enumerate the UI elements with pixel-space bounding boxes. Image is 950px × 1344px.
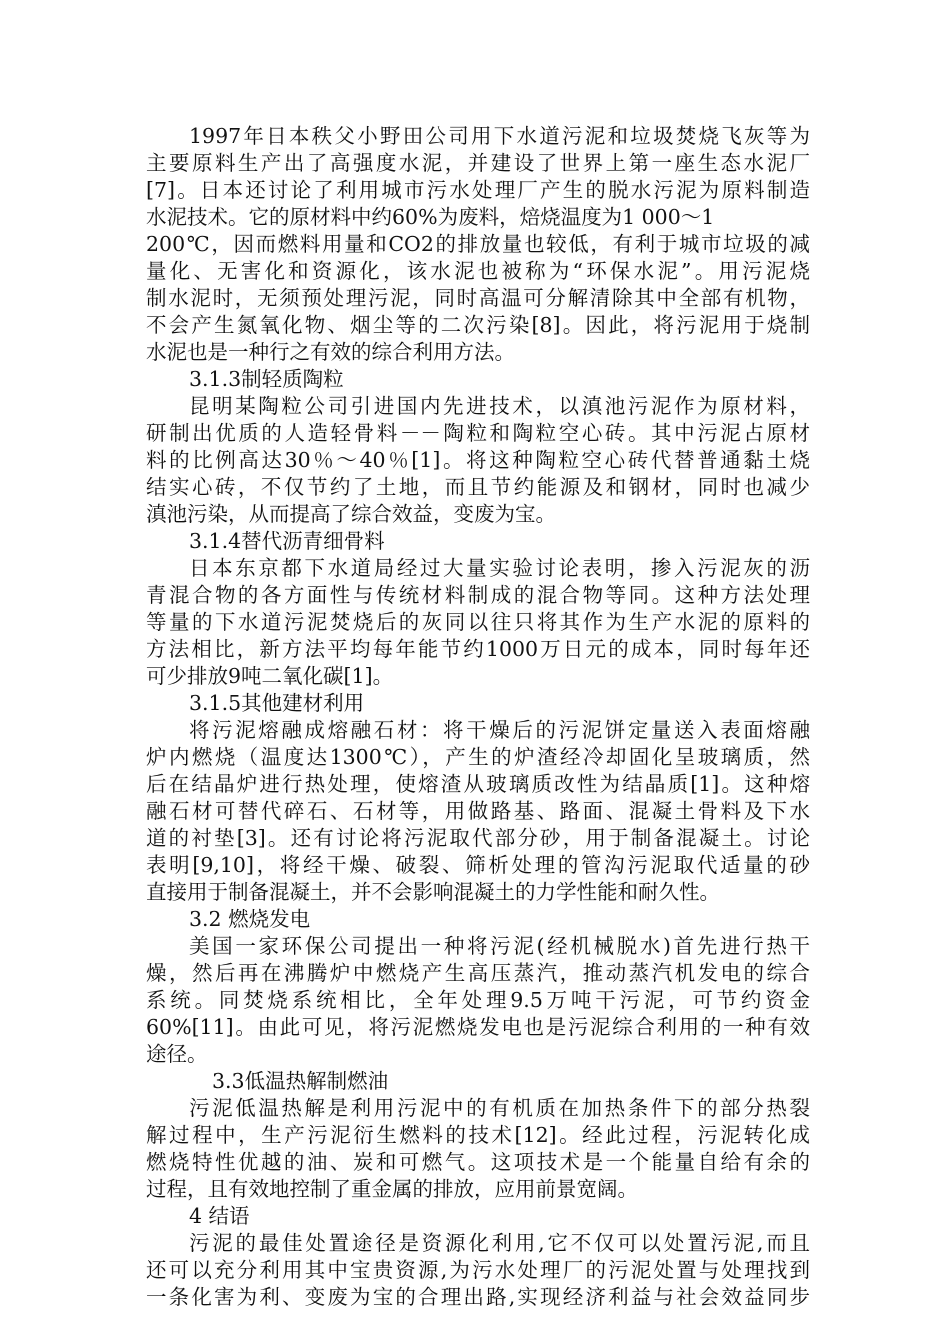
section-heading: 3.1.3制轻质陶粒 — [189, 367, 344, 391]
paragraph-line: 水泥技术。它的原材料中约60%为废料，焙烧温度为1 000～1 — [146, 205, 715, 229]
paragraph-line: 表明[9,10]，将经干燥、破裂、筛析处理的管沟污泥取代适量的砂 — [146, 853, 810, 877]
document-page — [146, 123, 810, 1311]
paragraph-line: 美国一家环保公司提出一种将污泥(经机械脱水)首先进行热干 — [189, 934, 810, 958]
paragraph-line: [7]。日本还讨论了利用城市污水处理厂产生的脱水污泥为原料制造 — [146, 178, 810, 202]
section-heading: 3.1.4替代沥青细骨料 — [189, 529, 385, 553]
paragraph-line: 系统。同焚烧系统相比，全年处理9.5万吨干污泥，可节约资金 — [146, 988, 810, 1012]
paragraph-line: 青混合物的各方面性与传统材料制成的混合物等同。这种方法处理 — [146, 583, 810, 607]
paragraph-line: 解过程中，生产污泥衍生燃料的技术[12]。经此过程，污泥转化成 — [146, 1123, 810, 1147]
paragraph-line: 昆明某陶粒公司引进国内先进技术，以滇池污泥作为原材料， — [189, 394, 810, 418]
paragraph-line: 燃烧特性优越的油、炭和可燃气。这项技术是一个能量自给有余的 — [146, 1150, 810, 1174]
paragraph-line: 日本东京都下水道局经过大量实验讨论表明，掺入污泥灰的沥 — [189, 556, 810, 580]
paragraph-line: 主要原料生产出了高强度水泥，并建设了世界上第一座生态水泥厂 — [146, 151, 810, 175]
section-heading: 3.1.5其他建材利用 — [189, 691, 365, 715]
paragraph-line: 燥，然后再在沸腾炉中燃烧产生高压蒸汽，推动蒸汽机发电的综合 — [146, 961, 810, 985]
paragraph-line: 污泥低温热解是利用污泥中的有机质在加热条件下的部分热裂 — [189, 1096, 810, 1120]
paragraph-line: 途径。 — [146, 1042, 208, 1066]
paragraph-line: 道的衬垫[3]。还有讨论将污泥取代部分砂，用于制备混凝土。讨论 — [146, 826, 810, 850]
paragraph-line: 方法相比，新方法平均每年能节约1000万日元的成本，同时每年还 — [146, 637, 810, 661]
paragraph-line: 后在结晶炉进行热处理，使熔渣从玻璃质改性为结晶质[1]。这种熔 — [146, 772, 810, 796]
paragraph-line: 结实心砖，不仅节约了土地，而且节约能源及和钢材，同时也减少 — [146, 475, 810, 499]
section-heading: 3.3低温热解制燃油 — [212, 1069, 389, 1093]
section-heading: 4 结语 — [189, 1204, 250, 1228]
paragraph-line: 将污泥熔融成熔融石材：将干燥后的污泥饼定量送入表面熔融 — [189, 718, 810, 742]
paragraph-line: 滇池污染，从而提高了综合效益，变废为宝。 — [146, 502, 556, 526]
section-heading: 3.2 燃烧发电 — [189, 907, 311, 931]
paragraph-line: 过程，且有效地控制了重金属的排放，应用前景宽阔。 — [146, 1177, 638, 1201]
paragraph-line: 60%[11]。由此可见，将污泥燃烧发电也是污泥综合利用的一种有效 — [146, 1015, 810, 1039]
paragraph-line: 污泥的最佳处置途径是资源化利用,它不仅可以处置污泥,而且 — [189, 1231, 810, 1255]
paragraph-line: 水泥也是一种行之有效的综合利用方法。 — [146, 340, 515, 364]
paragraph-line: 研制出优质的人造轻骨料－－陶粒和陶粒空心砖。其中污泥占原材 — [146, 421, 810, 445]
paragraph-line: 料的比例高达30％～40％[1]。将这种陶粒空心砖代替普通黏土烧 — [146, 448, 810, 472]
paragraph-line: 1997年日本秩父小野田公司用下水道污泥和垃圾焚烧飞灰等为 — [189, 124, 810, 148]
paragraph-line: 不会产生氮氧化物、烟尘等的二次污染[8]。因此，将污泥用于烧制 — [146, 313, 810, 337]
paragraph-line: 制水泥时，无须预处理污泥，同时高温可分解清除其中全部有机物， — [146, 286, 810, 310]
paragraph-line: 等量的下水道污泥焚烧后的灰同以往只将其作为生产水泥的原料的 — [146, 610, 810, 634]
paragraph-line: 200℃，因而燃料用量和CO2的排放量也较低，有利于城市垃圾的减 — [146, 232, 810, 256]
paragraph-line: 可少排放9吨二氧化碳[1]。 — [146, 664, 394, 688]
paragraph-line: 直接用于制备混凝土，并不会影响混凝土的力学性能和耐久性。 — [146, 880, 720, 904]
paragraph-line: 还可以充分利用其中宝贵资源,为污水处理厂的污泥处置与处理找到 — [146, 1258, 810, 1282]
paragraph-line: 一条化害为利、变废为宝的合理出路,实现经济利益与社会效益同步 — [146, 1285, 810, 1309]
paragraph-line: 融石材可替代碎石、石材等，用做路基、路面、混凝土骨料及下水 — [146, 799, 810, 823]
paragraph-line: 炉内燃烧（温度达1300℃），产生的炉渣经冷却固化呈玻璃质，然 — [146, 745, 810, 769]
paragraph-line: 量化、无害化和资源化，该水泥也被称为“环保水泥”。用污泥烧 — [146, 259, 810, 283]
